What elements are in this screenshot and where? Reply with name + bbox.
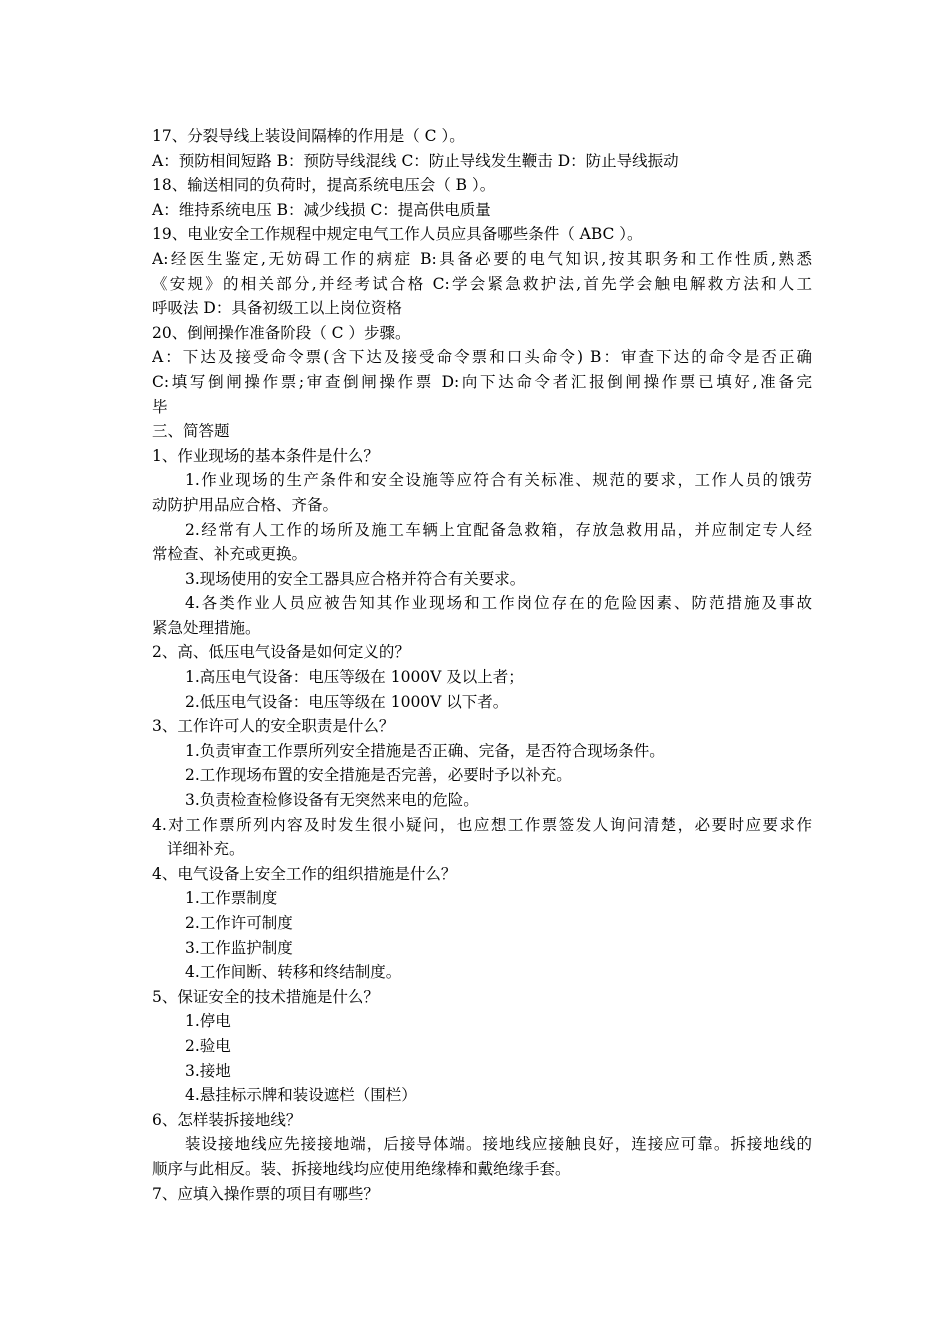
text-line: 1.作业现场的生产条件和安全设施等应符合有关标准、规范的要求，工作人员的饿劳 — [185, 471, 812, 490]
text-line: 1、作业现场的基本条件是什么？ — [152, 446, 379, 465]
text-line: 5、保证安全的技术措施是什么？ — [152, 987, 379, 1006]
text-line: 4.悬挂标示牌和装设遮栏（围栏） — [185, 1086, 417, 1105]
text-line: 三、简答题 — [152, 422, 230, 441]
text-line: 3.现场使用的安全工器具应合格并符合有关要求。 — [185, 569, 526, 588]
text-line: 3.接地 — [185, 1061, 231, 1080]
text-line: 3.工作监护制度 — [185, 938, 293, 957]
text-line: 详细补充。 — [167, 840, 245, 859]
text-line: 装设接地线应先接接地端，后接导体端。接地线应接触良好，连接应可靠。拆接地线的 — [185, 1135, 812, 1154]
text-line: 紧急处理措施。 — [152, 618, 261, 637]
text-line: 20、倒闸操作准备阶段（ C ）步骤。 — [152, 323, 411, 342]
text-line: A：下达及接受命令票(含下达及接受命令票和口头命令) B：审查下达的命令是否正确 — [152, 348, 812, 367]
text-line: 1.负责审查工作票所列安全措施是否正确、完备，是否符合现场条件。 — [185, 741, 665, 760]
document-body — [152, 124, 812, 1206]
text-line: 2.工作现场布置的安全措施是否完善，必要时予以补充。 — [185, 766, 572, 785]
text-line: 6、怎样装拆接地线？ — [152, 1110, 302, 1129]
text-line: A:经医生鉴定,无妨碍工作的病症 B:具备必要的电气知识,按其职务和工作性质,熟悉 — [152, 249, 812, 268]
text-line: 2、高、低压电气设备是如何定义的？ — [152, 643, 410, 662]
text-line: 17、分裂导线上装设间隔棒的作用是（ C ）。 — [152, 127, 465, 145]
text-line: 1.工作票制度 — [185, 889, 278, 908]
text-line: 2.经常有人工作的场所及施工车辆上宜配备急救箱，存放急救用品，并应制定专人经 — [185, 520, 812, 539]
text-line: 2.工作许可制度 — [185, 914, 293, 932]
text-line: 4.对工作票所列内容及时发生很小疑问，也应想工作票签发人询问清楚，必要时应要求作 — [152, 815, 812, 834]
text-line: 呼吸法 D：具备初级工以上岗位资格 — [152, 299, 402, 318]
text-line: A：维持系统电压 B：减少线损 C：提高供电质量 — [152, 200, 491, 219]
text-line: 常检查、补充或更换。 — [152, 545, 308, 564]
text-line: 18、输送相同的负荷时，提高系统电压会（ B ）。 — [152, 176, 496, 195]
text-line: 《安规》的相关部分,并经考试合格 C:学会紧急救护法,首先学会触电解救方法和人工 — [152, 274, 812, 293]
text-line: 2.验电 — [185, 1036, 231, 1055]
text-line: 毕 — [152, 397, 168, 416]
text-line: 3.负责检查检修设备有无突然来电的危险。 — [185, 791, 479, 810]
text-line: C:填写倒闸操作票;审查倒闸操作票 D:向下达命令者汇报倒闸操作票已填好,准备完 — [152, 372, 812, 391]
text-line: 2.低压电气设备：电压等级在 1000V 以下者。 — [185, 692, 509, 711]
text-line: 1.高压电气设备：电压等级在 1000V 及以上者； — [185, 668, 524, 687]
text-line: 动防护用品应合格、齐备。 — [152, 495, 339, 514]
text-line: 1.停电 — [185, 1012, 231, 1031]
text-line: 7、应填入操作票的项目有哪些？ — [152, 1184, 379, 1203]
text-line: 顺序与此相反。装、拆接地线均应使用绝缘棒和戴绝缘手套。 — [152, 1159, 571, 1178]
text-line: 3、工作许可人的安全职责是什么？ — [152, 717, 395, 736]
text-line: 4.工作间断、转移和终结制度。 — [185, 963, 402, 982]
text-line: 4.各类作业人员应被告知其作业现场和工作岗位存在的危险因素、防范措施及事故 — [185, 594, 812, 613]
text-line: A：预防相间短路 B：预防导线混线 C：防止导线发生鞭击 D：防止导线振动 — [152, 151, 679, 170]
text-line: 19、电业安全工作规程中规定电气工作人员应具备哪些条件（ ABC ）。 — [152, 225, 643, 244]
text-line: 4、电气设备上安全工作的组织措施是什么？ — [152, 864, 457, 883]
